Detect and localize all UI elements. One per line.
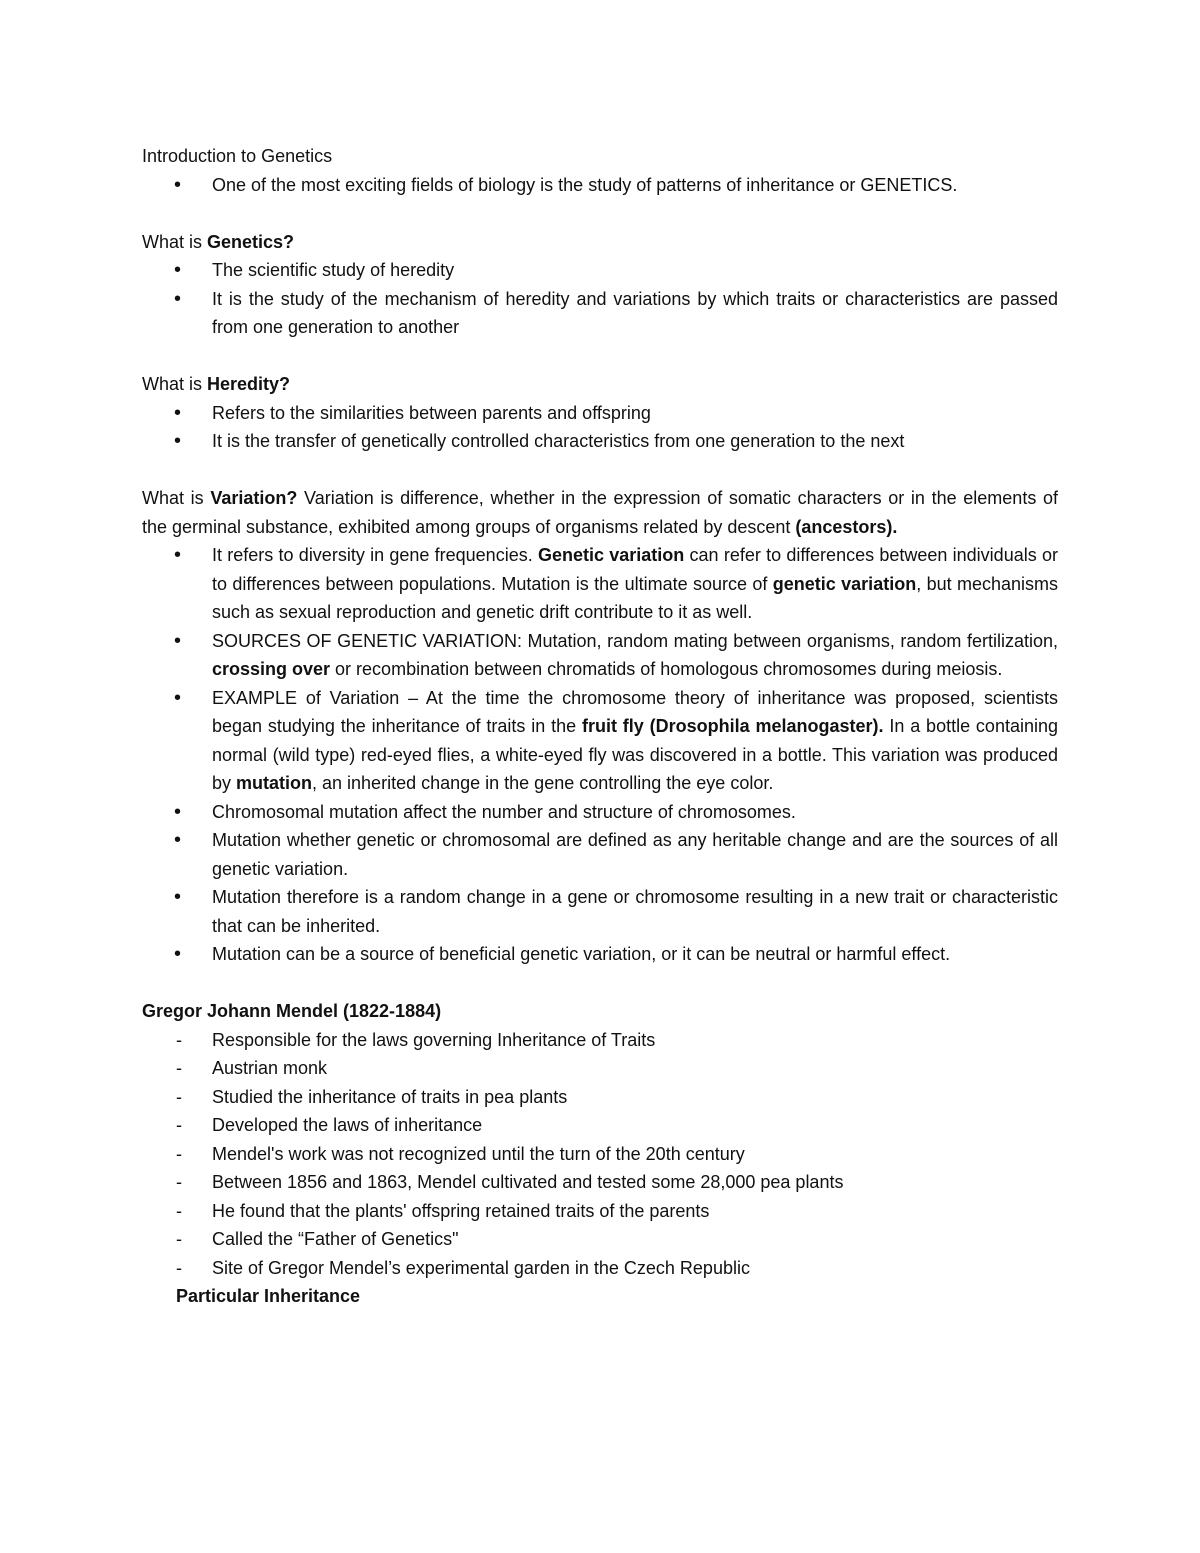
mendel-item: - Site of Gregor Mendel’s experimental garden in the Czech Republic [142, 1254, 1058, 1283]
particular-inheritance-heading: Particular Inheritance [176, 1286, 361, 1306]
variation-definition [142, 484, 1058, 541]
heading-term: Variation? [210, 488, 298, 508]
text-run: SOURCES OF GENETIC VARIATION: Mutation, random mating between organisms, random fertilization, [212, 630, 1058, 651]
mendel-item: - Responsible for the laws governing Inheritance of Traits [142, 1026, 1058, 1055]
mendel-item: - Developed the laws of inheritance [142, 1111, 1058, 1140]
heredity-list [142, 399, 1058, 456]
variation-bullet [142, 684, 1058, 798]
mendel-heading-text: Gregor Johann Mendel (1822-1884) [142, 1001, 442, 1021]
heredity-bullet: • It is the transfer of genetically controlled characteristics from one generation to the next [142, 427, 1058, 456]
definition-text: Variation is difference, whether in the expression of somatic characters or in the elements of the germinal substance, exhibited among groups of organisms related by descent [142, 488, 1058, 537]
text-run: , but mechanisms such as sexual reproduction and genetic drift contribute to it as well. [212, 573, 1058, 622]
genetics-bullet: • It is the study of the mechanism of heredity and variations by which traits or characteristics are passed from one generation to another [142, 285, 1058, 342]
heading-prefix: What is [142, 231, 208, 252]
heading-term: Genetics? [207, 231, 295, 252]
genetics-bullet: • The scientific study of heredity [142, 256, 1058, 285]
bold-run: crossing over [212, 659, 331, 679]
variation-bullet: • Mutation therefore is a random change in a gene or chromosome resulting in a new trait or characteristic that can be inherited. [142, 883, 1058, 940]
variation-bullet: • Mutation whether genetic or chromosomal are defined as any heritable change and are the sources of all genetic variation. [142, 826, 1058, 883]
bold-run: mutation [236, 773, 313, 793]
text-run: or recombination between chromatids of homologous chromosomes during meiosis. [330, 659, 1003, 679]
bold-run: genetic variation [772, 573, 917, 594]
mendel-item: - Mendel's work was not recognized until the turn of the 20th century [142, 1140, 1058, 1169]
mendel-item: - Called the “Father of Genetics" [142, 1225, 1058, 1254]
definition-bold: (ancestors). [795, 516, 898, 537]
variation-list [142, 541, 1058, 969]
mendel-item: - Studied the inheritance of traits in pea plants [142, 1083, 1058, 1112]
intro-heading: Introduction to Genetics [142, 146, 333, 166]
genetics-heading [142, 228, 1058, 257]
intro-list [142, 171, 1058, 200]
variation-bullet: • Chromosomal mutation affect the number and structure of chromosomes. [142, 798, 1058, 827]
bold-run: fruit fly (Drosophila melanogaster). [581, 716, 884, 736]
variation-bullet [142, 627, 1058, 684]
text-run: EXAMPLE of Variation – At the time the chromosome theory of inheritance was proposed, scientists began studying the inheritance of traits in the [212, 687, 1058, 736]
heading-prefix: What is [142, 374, 208, 394]
heading-term: Heredity? [207, 374, 291, 394]
bold-run: Genetic variation [537, 545, 685, 565]
heredity-bullet: • Refers to the similarities between parents and offspring [142, 399, 1058, 428]
text-run: can refer to differences between individuals or to differences between populations. Mutation is the ultimate source of [212, 545, 1058, 594]
mendel-list [142, 1026, 1058, 1283]
mendel-item: - He found that the plants' offspring retained traits of the parents [142, 1197, 1058, 1226]
intro-bullet: • One of the most exciting fields of biology is the study of patterns of inheritance or GENETICS. [142, 171, 1058, 200]
document-body [142, 142, 1058, 1311]
variation-bullet [142, 541, 1058, 627]
text-run: , an inherited change in the gene controlling the eye color. [312, 773, 774, 793]
text-run: It refers to diversity in gene frequencies. [212, 545, 538, 565]
text-run: In a bottle containing normal (wild type) red-eyed flies, a white-eyed fly was discovered in a bottle. This variation was produced by [212, 716, 1058, 793]
mendel-item: - Austrian monk [142, 1054, 1058, 1083]
mendel-heading [142, 997, 1058, 1026]
variation-bullet: • Mutation can be a source of beneficial genetic variation, or it can be neutral or harmful effect. [142, 940, 1058, 969]
heading-prefix: What is [142, 488, 211, 508]
mendel-item: - Between 1856 and 1863, Mendel cultivated and tested some 28,000 pea plants [142, 1168, 1058, 1197]
genetics-list [142, 256, 1058, 342]
heredity-heading [142, 370, 1058, 399]
